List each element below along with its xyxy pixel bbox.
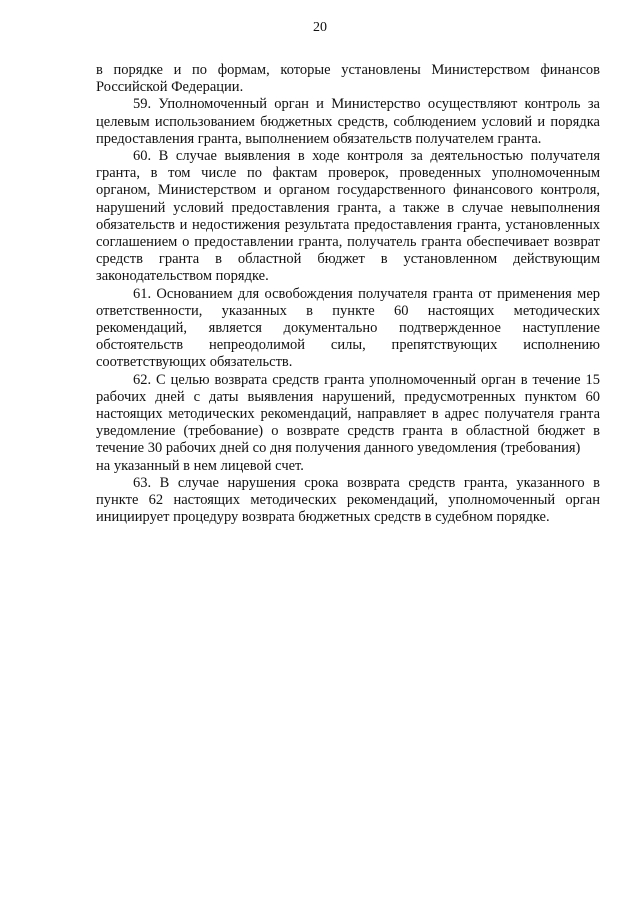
paragraph-62: 62. С целью возврата средств гранта уполномоченный орган в течение 15 рабочих дней с даты выявления нарушений, предусмотренных пунктом 60 настоящих методических рекомендаций, направляет в адрес получателя гранта уведомление (требование) о возврате средств гранта в областной бюджет в течение 30 рабочих дней со дня получения данного уведомления (требования)	[96, 371, 600, 457]
document-body	[96, 62, 600, 526]
paragraph-63: 63. В случае нарушения срока возврата средств гранта, указанного в пункте 62 настоящих методических рекомендаций, уполномоченный орган инициирует процедуру возврата бюджетных средств в судебном порядке.	[96, 474, 600, 526]
paragraph-61: 61. Основанием для освобождения получателя гранта от применения мер ответственности, указанных в пункте 60 настоящих методических рекомендаций, является документально подтвержденное наступление обстоятельств непреодолимой силы, препятствующих исполнению соответствующих обязательств.	[96, 285, 600, 371]
paragraph-62-tail: на указанный в нем лицевой счет.	[96, 457, 304, 474]
paragraph-continuation: в порядке и по формам, которые установлены Министерством финансов Российской Федерации.	[96, 62, 600, 96]
paragraph-60: 60. В случае выявления в ходе контроля за деятельностью получателя гранта, в том числе по фактам проверок, проведенных уполномоченным органом, Министерством и органом государственного финансового контроля, нарушений условий предоставления гранта, а также в случае невыполнения обязательств и недостижения результата предоставления гранта, установленных соглашением о предоставлении гранта, получатель гранта обеспечивает возврат средств гранта в областной бюджет в установленном действующим законодательством порядке.	[96, 148, 600, 285]
paragraph-59: 59. Уполномоченный орган и Министерство осуществляют контроль за целевым использованием бюджетных средств, соблюдением условий и порядка предоставления гранта, выполнением обязательств получателем гранта.	[96, 96, 600, 147]
page-number: 20	[313, 20, 327, 35]
